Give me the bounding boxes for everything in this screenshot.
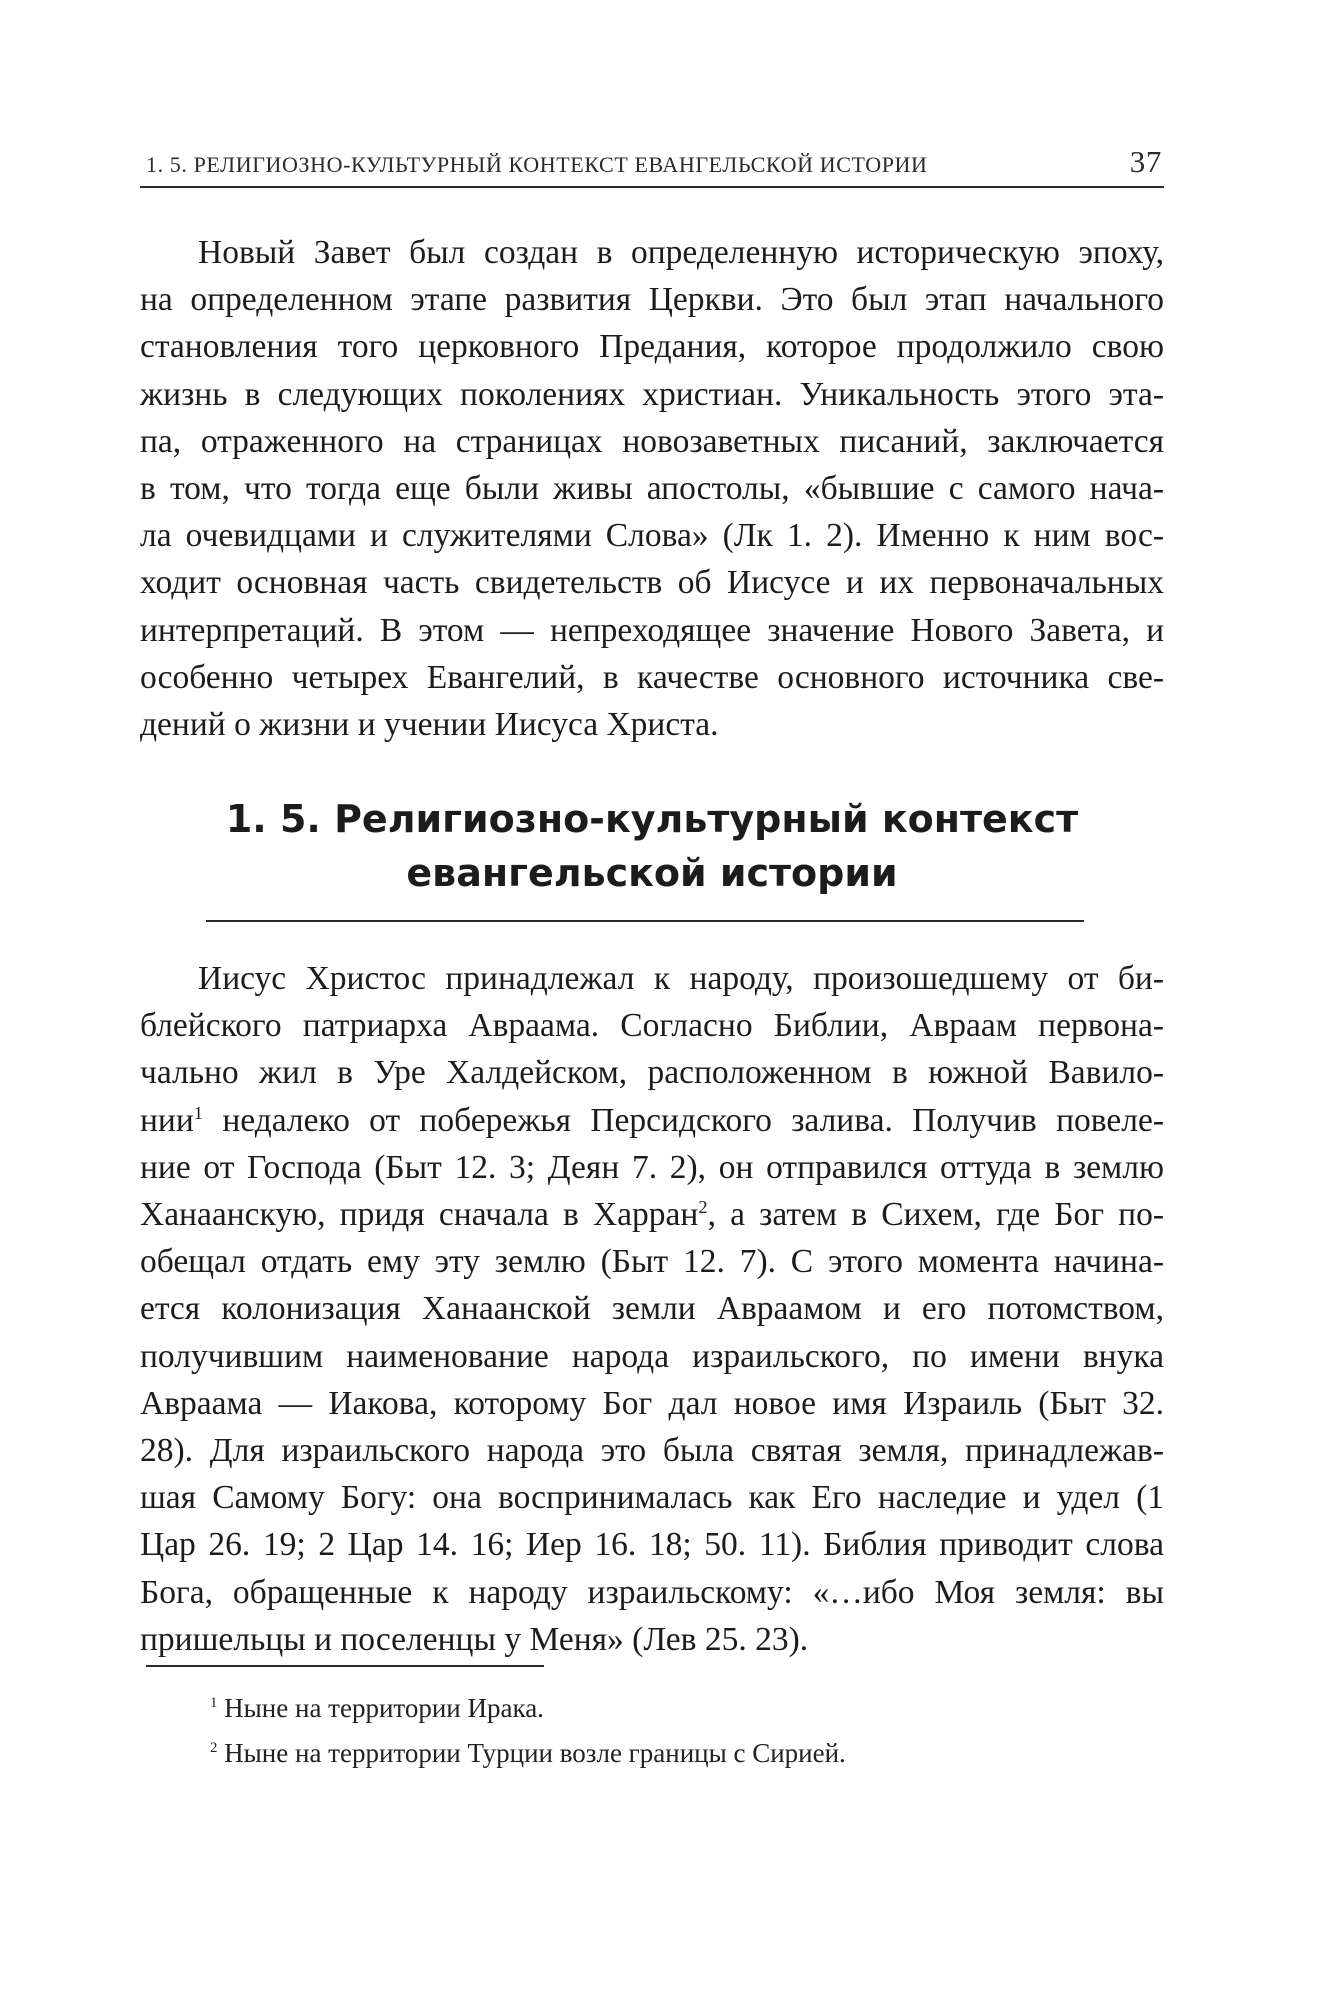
running-head-title: 1. 5. РЕЛИГИОЗНО-КУЛЬТУРНЫЙ КОНТЕКСТ ЕВАНГЕЛЬСКОЙ ИСТОРИИ [146, 152, 928, 177]
text-line: ла очевидцами и служителями Слова» (Лк 1. 2). Именно к ним вос- [140, 517, 1164, 555]
text-line: обещал отдать ему эту землю (Быт 12. 7). С этого момента начина- [140, 1243, 1164, 1281]
text-line: получившим наименование народа израильского, по имени внука [140, 1337, 1164, 1375]
text-line: па, отраженного на страницах новозаветных писаний, заключается [140, 422, 1164, 460]
footnote-text: Ныне на территории Турции возле границы с Сирией. [224, 1738, 846, 1768]
footnote-mark: 2 [210, 1740, 218, 1756]
text-fragment: недалеко от побережья Персидского залива. Получив повеле- [222, 1101, 1164, 1139]
text-fragment: Ханаанскую, придя сначала в Харран [140, 1196, 699, 1234]
footnote-mark: 1 [210, 1695, 218, 1711]
footnote [210, 1735, 846, 1771]
footnote-rule [146, 1665, 544, 1667]
text-line: Бога, обращенные к народу израильскому: «…ибо Моя земля: вы [140, 1573, 1164, 1611]
text-line: Цар 26. 19; 2 Цар 14. 16; Иер 16. 18; 50. 11). Библия приводит слова [140, 1526, 1164, 1564]
text-line: интерпретаций. В этом — непреходящее значение Нового Завета, и [140, 611, 1164, 649]
paragraph-intro [140, 229, 1164, 748]
text-fragment: , а затем в Сихем, где Бог по- [707, 1196, 1164, 1234]
text-line: Иисус Христос принадлежал к народу, произошедшему от би- [198, 960, 1164, 997]
text-line: жизнь в следующих поколениях христиан. Уникальность этого эта- [140, 375, 1164, 413]
footnote-text: Ныне на территории Ирака. [224, 1693, 544, 1723]
text-line: дений о жизни и учении Иисуса Христа. [140, 706, 719, 744]
text-line: на определенном этапе развития Церкви. Это был этап начального [140, 281, 1164, 319]
text-line: ется колонизация Ханаанской земли Авраамом и его потомством, [140, 1290, 1164, 1328]
text-line-with-note [140, 1191, 1164, 1238]
text-fragment: нии [140, 1101, 194, 1139]
section-heading-line: 1. 5. Религиозно-культурный контекст [225, 797, 1079, 841]
text-line: в том, что тогда еще были живы апостолы, «бывшие с самого нача- [140, 470, 1164, 508]
text-line: блейского патриарха Авраама. Согласно Библии, Авраам первона- [140, 1007, 1164, 1045]
text-line: пришельцы и поселенцы у Меня» (Лев 25. 23). [140, 1620, 809, 1658]
section-heading-line: евангельской истории [406, 851, 898, 895]
text-line: становления того церковного Предания, которое продолжило свою [140, 328, 1164, 366]
text-line: 28). Для израильского народа это была святая земля, принадлежав- [140, 1432, 1164, 1470]
text-line: шая Самому Богу: она воспринималась как Его наследие и удел (1 [140, 1479, 1164, 1517]
text-line: особенно четырех Евангелий, в качестве основного источника све- [140, 658, 1164, 696]
header-rule [140, 186, 1164, 188]
footnote-ref[interactable]: 2 [698, 1196, 708, 1217]
text-line: Новый Завет был создан в определенную историческую эпоху, [198, 234, 1164, 271]
text-line: ходит основная часть свидетельств об Иисусе и их первоначальных [140, 564, 1164, 602]
footnote-ref[interactable]: 1 [193, 1102, 203, 1123]
page-number: 37 [1129, 144, 1162, 179]
text-line: ние от Господа (Быт 12. 3; Деян 7. 2), он отправился оттуда в землю [140, 1148, 1164, 1186]
text-line: чально жил в Уре Халдейском, расположенном в южной Вавило- [140, 1054, 1164, 1092]
footnote [210, 1690, 544, 1726]
paragraph-main [140, 955, 1164, 1663]
section-rule [206, 920, 1084, 922]
text-line-with-note [140, 1097, 1164, 1144]
section-heading [140, 792, 1164, 900]
text-line: Авраама — Иакова, которому Бог дал новое имя Израиль (Быт 32. [140, 1384, 1164, 1422]
